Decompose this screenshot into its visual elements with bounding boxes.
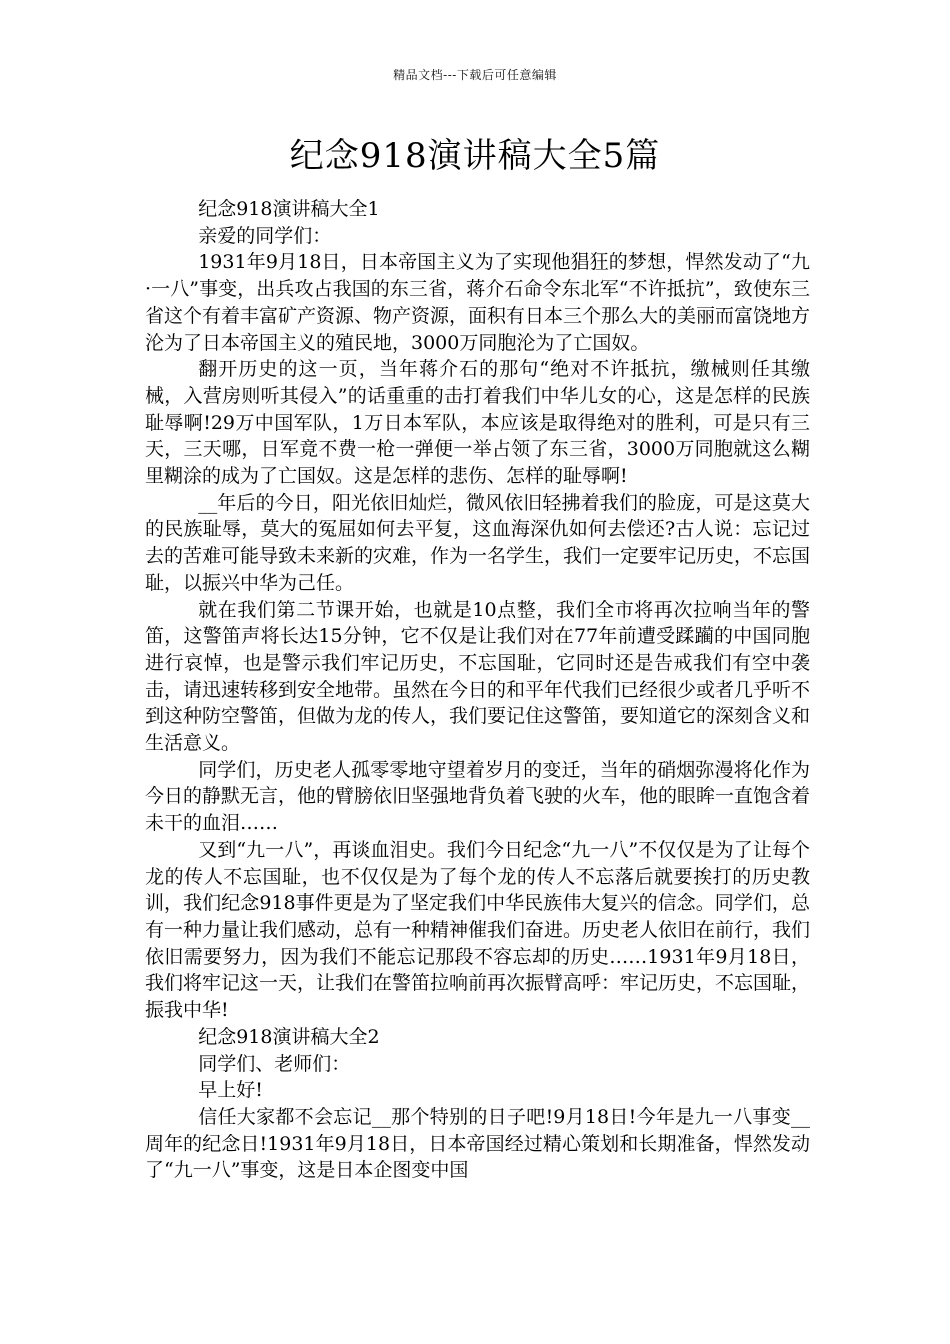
body-paragraph: __年后的今日，阳光依旧灿烂，微风依旧轻拂着我们的脸庞，可是这莫大的民族耻辱，莫大的冤屈如何去平复，这血海深仇如何去偿还?古人说：忘记过去的苦难可能导致未来新的灾难，作为一名学生，我们一定要牢记历史，不忘国耻，以振兴中华为己任。: [145, 491, 811, 594]
salutation-1: 亲爱的同学们：: [198, 224, 332, 247]
body-paragraph: 1931年9月18日，日本帝国主义为了实现他猖狂的梦想，悍然发动了“九·一八”事变，出兵攻占我国的东三省，蒋介石命令东北军“不许抵抗”，致使东三省这个有着丰富矿产资源、物产资源，面积有日本三个那么大的美丽而富饶地方沦为了日本帝国主义的殖民地，3000万同胞沦为了亡国奴。: [145, 251, 811, 354]
section-heading-2: 纪念918演讲稿大全2: [198, 1025, 380, 1048]
body-paragraph: 同学们，历史老人孤零零地守望着岁月的变迁，当年的硝烟弥漫将化作为今日的静默无言，他的臂膀依旧坚强地背负着飞驶的火车，他的眼眸一直饱含着未干的血泪……: [145, 758, 811, 835]
header-note: 精品文档---下载后可任意编辑: [393, 68, 557, 82]
body-paragraph: 翻开历史的这一页，当年蒋介石的那句“绝对不许抵抗，缴械则任其缴械，入营房则听其侵入”的话重重的击打着我们中华儿女的心，这是怎样的民族耻辱啊!29万中国军队，1万日本军队，本应该是取得绝对的胜利，可是只有三天，三天哪，日军竟不费一枪一弹便一举占领了东三省，3000万同胞就这么糊里糊涂的成为了亡国奴。这是怎样的悲伤、怎样的耻辱啊!: [145, 358, 810, 488]
greeting: 早上好!: [198, 1079, 263, 1102]
section-heading-1: 纪念918演讲稿大全1: [198, 198, 380, 220]
body-paragraph: 信任大家都不会忘记__那个特别的日子吧!9月18日!今年是九一八事变__周年的纪念日!1931年9月18日，日本帝国经过精心策划和长期准备，悍然发动了“九一八”事变，这是日本企图变中国: [145, 1105, 810, 1182]
document-title: 纪念918演讲稿大全5篇: [289, 136, 661, 176]
document-body: [145, 196, 810, 1184]
salutation-2: 同学们、老师们：: [198, 1052, 351, 1075]
body-paragraph: 就在我们第二节课开始，也就是10点整，我们全市将再次拉响当年的警笛，这警笛声将长达15分钟，它不仅是让我们对在77年前遭受蹂躏的中国同胞进行哀悼，也是警示我们牢记历史，不忘国耻，它同时还是告戒我们有空中袭击，请迅速转移到安全地带。虽然在今日的和平年代我们已经很少或者几乎听不到这种防空警笛，但做为龙的传人，我们要记住这警笛，要知道它的深刻含义和生活意义。: [145, 598, 811, 755]
body-paragraph: 又到“九一八”，再谈血泪史。我们今日纪念“九一八”不仅仅是为了让每个龙的传人不忘国耻，也不仅仅是为了每个龙的传人不忘落后就要挨打的历史教训，我们纪念918事件更是为了坚定我们中华民族伟大复兴的信念。同学们，总有一种力量让我们感动，总有一种精神催我们奋进。历史老人依旧在前行，我们依旧需要努力，因为我们不能忘记那段不容忘却的历史……1931年9月18日，我们将牢记这一天，让我们在警笛拉响前再次振臂高呼：牢记历史，不忘国耻，振我中华!: [145, 838, 811, 1022]
